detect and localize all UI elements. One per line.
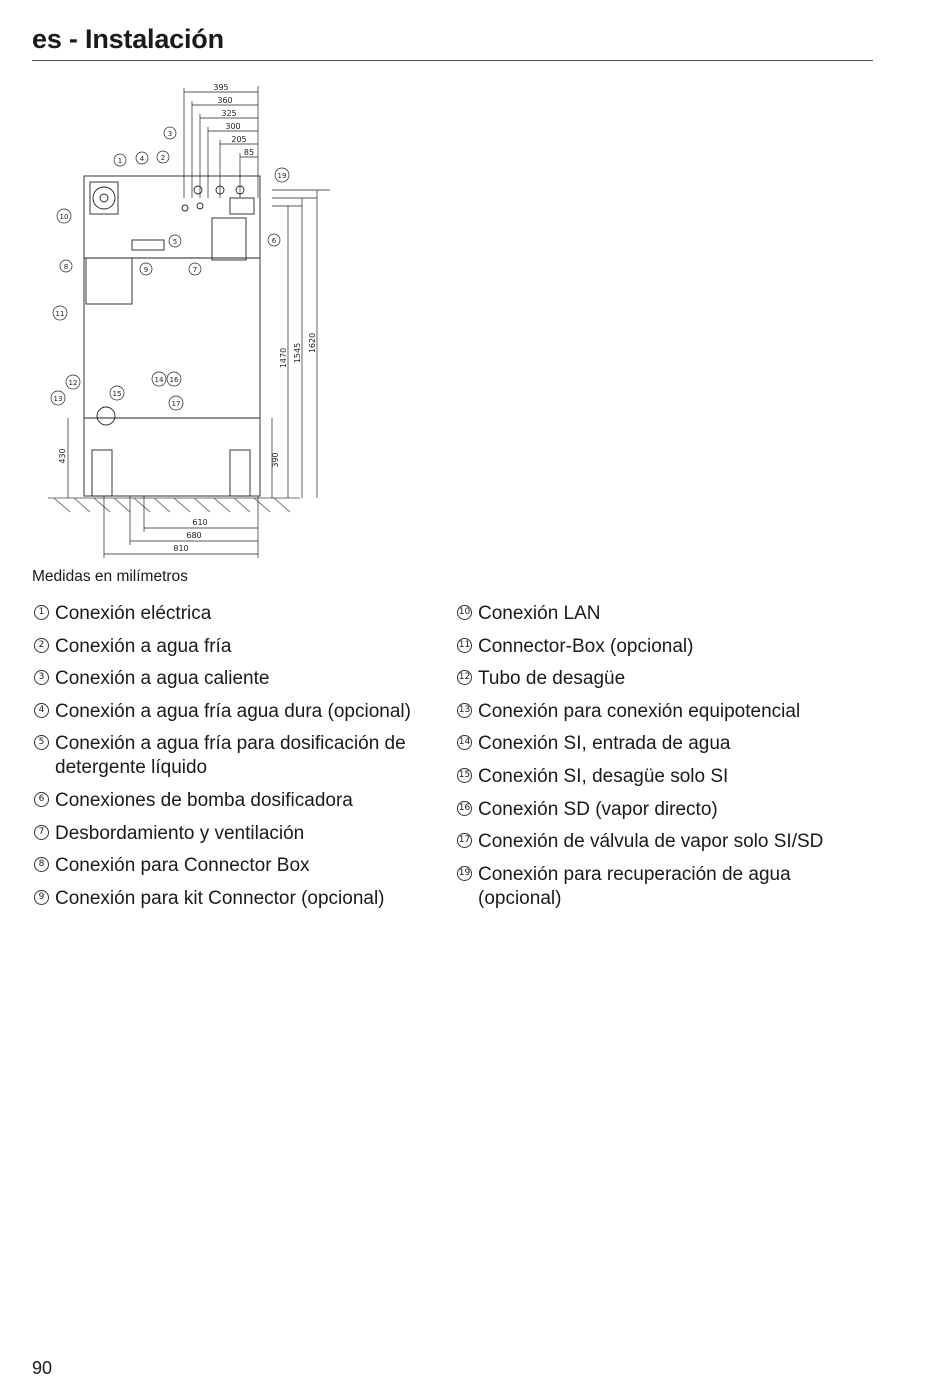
- callout-15: [110, 386, 124, 400]
- callout-16: [167, 372, 181, 386]
- callout-8: [60, 260, 72, 272]
- legend-item: [457, 700, 877, 724]
- page-title: es - Instalación: [32, 24, 224, 54]
- legend-text: Conexión para conexión equipotencial: [478, 700, 801, 722]
- callout-7: [189, 263, 201, 275]
- legend-number: 13: [457, 703, 472, 718]
- legend-text: Conexión a agua fría para dosificación de detergente líquido: [55, 733, 406, 779]
- legend-item: [457, 732, 877, 756]
- legend-number: 7: [34, 825, 49, 840]
- legend-number: 11: [457, 638, 472, 653]
- dimension-360: 360: [217, 96, 233, 105]
- svg-text:11: 11: [55, 310, 65, 318]
- callout-4: [136, 152, 148, 164]
- legend-item: [34, 602, 454, 626]
- legend-text: Conexión a agua fría: [55, 635, 232, 657]
- callout-14: [152, 372, 166, 386]
- svg-text:13: 13: [53, 395, 63, 403]
- legend-item: [457, 667, 877, 691]
- legend-text: Conexión a agua caliente: [55, 668, 270, 690]
- callout-1: [114, 154, 126, 166]
- callout-10: [57, 209, 71, 223]
- legend-text: Conexión SI, desagüe solo SI: [478, 765, 729, 787]
- svg-text:1: 1: [117, 157, 123, 165]
- svg-text:12: 12: [68, 379, 78, 387]
- dimension-1620: 1620: [308, 332, 317, 354]
- legend-text: Conexión para recuperación de agua (opcional): [478, 863, 791, 909]
- legend-text: Conexión SI, entrada de agua: [478, 733, 731, 755]
- legend-number: 10: [457, 605, 472, 620]
- svg-text:5: 5: [172, 238, 178, 246]
- legend-item: [457, 863, 877, 911]
- svg-text:19: 19: [277, 172, 287, 180]
- dimension-610: 610: [192, 518, 208, 527]
- svg-text:9: 9: [143, 266, 149, 274]
- legend-text: Conexión eléctrica: [55, 603, 212, 624]
- dimension-85: 85: [243, 148, 255, 157]
- legend-text: Conexión SD (vapor directo): [478, 798, 718, 820]
- svg-text:6: 6: [271, 237, 277, 245]
- callout-3: [164, 127, 176, 139]
- legend-text: Tubo de desagüe: [478, 668, 626, 690]
- callout-2: [157, 151, 169, 163]
- legend-number: 14: [457, 735, 472, 750]
- callout-6: [268, 234, 280, 246]
- callout-11: [53, 306, 67, 320]
- legend-text: Conexiones de bomba dosificadora: [55, 789, 353, 811]
- legend-text: Conexión de válvula de vapor solo SI/SD: [478, 831, 824, 853]
- dimension-395: 395: [213, 83, 229, 92]
- legend-item: [34, 854, 454, 878]
- legend-number: 19: [457, 866, 472, 881]
- svg-text:7: 7: [192, 266, 198, 274]
- dimension-1470: 1470: [279, 347, 288, 369]
- legend-text: Conexión LAN: [478, 603, 601, 624]
- svg-text:16: 16: [169, 376, 179, 384]
- dimension-390: 390: [271, 452, 280, 468]
- legend-item: [457, 635, 877, 659]
- legend-item: [34, 635, 454, 659]
- machine-dimension-drawing: [40, 78, 340, 560]
- legend-number: 4: [34, 703, 49, 718]
- legend-number: 3: [34, 670, 49, 685]
- legend-item: [34, 789, 454, 813]
- legend-number: 2: [34, 638, 49, 653]
- legend-item: [34, 732, 454, 780]
- legend-number: 12: [457, 670, 472, 685]
- svg-text:3: 3: [167, 130, 173, 138]
- legend-text: Desbordamiento y ventilación: [55, 822, 305, 844]
- svg-text:4: 4: [139, 155, 145, 163]
- legend-number: 16: [457, 801, 472, 816]
- svg-text:17: 17: [171, 400, 181, 408]
- callout-9: [140, 263, 152, 275]
- legend-item: [457, 602, 877, 626]
- legend-item: [34, 700, 454, 724]
- legend-number: 8: [34, 857, 49, 872]
- dimension-1545: 1545: [293, 342, 302, 364]
- callout-13: [51, 391, 65, 405]
- dimension-205: 205: [231, 135, 247, 144]
- legend-list-left: [34, 602, 454, 919]
- legend-text: Conexión para Connector Box: [55, 855, 310, 877]
- legend-item: [457, 830, 877, 854]
- drawing-caption: Medidas en milímetros: [32, 568, 188, 585]
- svg-text:2: 2: [160, 154, 166, 162]
- svg-text:15: 15: [112, 390, 122, 398]
- svg-text:14: 14: [154, 376, 164, 384]
- legend-item: [34, 822, 454, 846]
- dimension-430: 430: [58, 448, 67, 464]
- legend-item: [34, 667, 454, 691]
- legend-number: 5: [34, 735, 49, 750]
- legend-number: 6: [34, 792, 49, 807]
- legend-number: 15: [457, 768, 472, 783]
- legend-number: 17: [457, 833, 472, 848]
- callout-17: [169, 396, 183, 410]
- callout-19: [275, 168, 289, 182]
- legend-text: Conexión para kit Connector (opcional): [55, 887, 385, 909]
- dimension-680: 680: [186, 531, 202, 540]
- legend-text: Conexión a agua fría agua dura (opcional): [55, 700, 411, 722]
- page-header: [32, 20, 873, 61]
- callout-12: [66, 375, 80, 389]
- legend-list-right: [457, 602, 877, 919]
- dimension-810: 810: [173, 544, 189, 553]
- legend-item: [34, 887, 454, 911]
- svg-text:8: 8: [63, 263, 69, 271]
- legend-number: 9: [34, 890, 49, 905]
- legend-item: [457, 765, 877, 789]
- callout-5: [169, 235, 181, 247]
- dimension-300: 300: [225, 122, 241, 131]
- svg-text:10: 10: [59, 213, 69, 221]
- dimension-325: 325: [221, 109, 237, 118]
- legend-number: 1: [34, 605, 49, 620]
- page-number: 90: [32, 1358, 53, 1378]
- legend-text: Connector-Box (opcional): [478, 635, 694, 657]
- legend-item: [457, 798, 877, 822]
